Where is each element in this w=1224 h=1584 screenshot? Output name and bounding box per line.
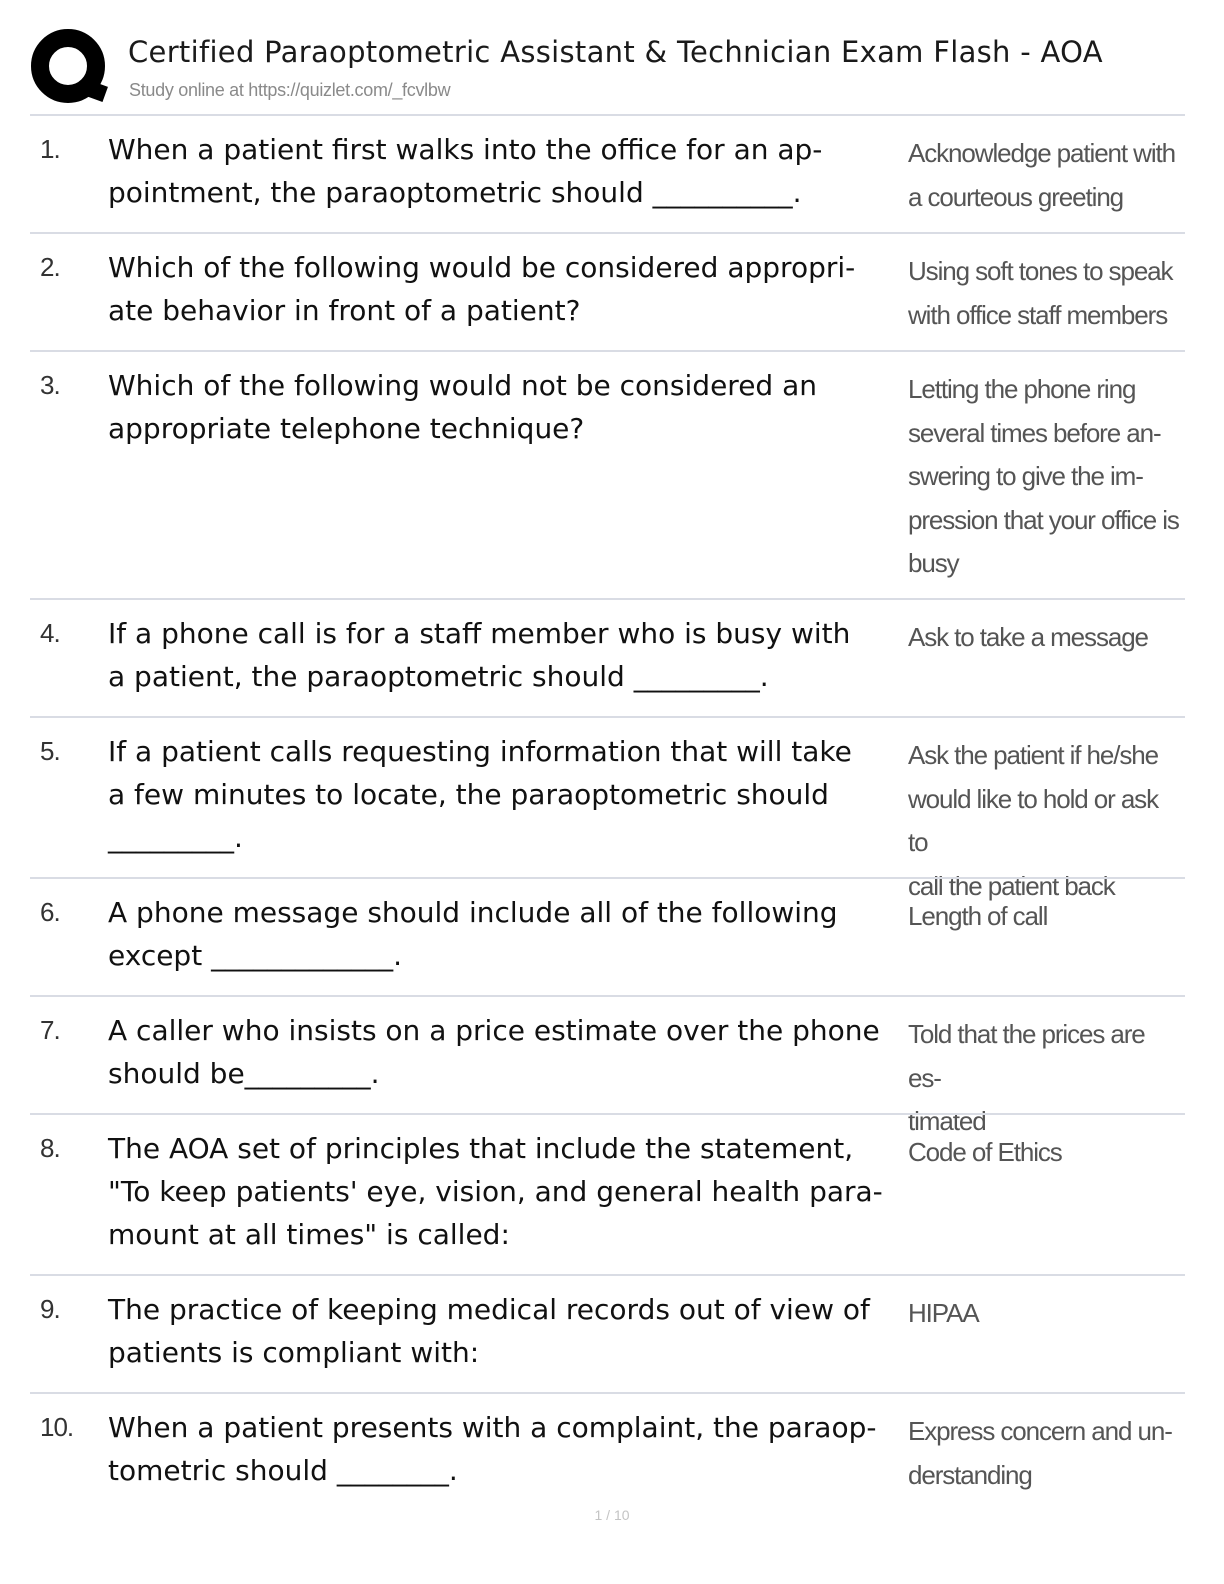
page-number: 1 / 10: [594, 1507, 630, 1523]
card-answer: Acknowledge patient with a courteous greeting: [908, 138, 1176, 212]
card-question: When a patient first walks into the office for an ap- pointment, the paraoptometric should __________.: [108, 133, 823, 209]
flashcard-row: [30, 995, 1185, 1136]
card-question: The AOA set of principles that include the statement, "To keep patients' eye, vision, and general health para- mount at all times" is called:: [108, 1132, 883, 1251]
study-online-link[interactable]: Study online at https://quizlet.com/_fcvlbw: [129, 80, 451, 100]
card-question: If a phone call is for a staff member who is busy with a patient, the paraoptometric should _________.: [108, 617, 851, 693]
flashcard-list: [30, 114, 1185, 1510]
card-question: A phone message should include all of the following except _____________.: [108, 896, 838, 972]
card-number: 2.: [40, 252, 60, 282]
card-question: Which of the following would be considered appropri- ate behavior in front of a patient?: [108, 251, 856, 327]
card-question: The practice of keeping medical records out of view of patients is compliant with:: [108, 1293, 870, 1369]
card-number: 8.: [40, 1133, 60, 1163]
card-number: 6.: [40, 897, 60, 927]
card-answer: Using soft tones to speak with office staff members: [908, 256, 1173, 330]
card-number: 1.: [40, 134, 60, 164]
card-answer: Ask to take a message: [908, 622, 1148, 652]
card-answer: Ask the patient if he/she would like to hold or ask to call the patient back: [908, 740, 1159, 901]
flashcard-row: [30, 1392, 1185, 1510]
flashcard-row: [30, 114, 1185, 232]
flashcard-row: [30, 350, 1185, 598]
card-question: Which of the following would not be considered an appropriate telephone technique?: [108, 369, 817, 445]
quizlet-logo-icon: [30, 28, 110, 108]
card-number: 3.: [40, 370, 60, 400]
card-answer: Length of call: [908, 901, 1048, 931]
page-title: Certified Paraoptometric Assistant & Technician Exam Flash - AOA: [128, 35, 1103, 69]
card-number: 5.: [40, 736, 60, 766]
card-question: When a patient presents with a complaint, the paraop- tometric should ________.: [108, 1411, 877, 1487]
card-number: 10.: [40, 1412, 74, 1442]
card-number: 7.: [40, 1015, 60, 1045]
flashcard-row: [30, 232, 1185, 350]
page-header: [30, 28, 1190, 112]
flashcard-row: [30, 598, 1185, 716]
flashcard-row: [30, 1113, 1185, 1274]
card-number: 4.: [40, 618, 60, 648]
card-number: 9.: [40, 1294, 60, 1324]
card-answer: Letting the phone ring several times before an- swering to give the im- pression that your office is busy: [908, 374, 1179, 578]
flashcard-row: [30, 716, 1185, 901]
card-question: A caller who insists on a price estimate over the phone should be_________.: [108, 1014, 880, 1090]
flashcard-row: [30, 877, 1185, 995]
flashcard-row: [30, 1274, 1185, 1392]
card-answer: Code of Ethics: [908, 1137, 1062, 1167]
card-answer: HIPAA: [908, 1298, 979, 1328]
card-answer: Told that the prices are es- timated: [908, 1019, 1145, 1136]
card-question: If a patient calls requesting information that will take a few minutes to locate, the paraoptometric should _________.: [108, 735, 852, 854]
card-answer: Express concern and un- derstanding: [908, 1416, 1172, 1490]
